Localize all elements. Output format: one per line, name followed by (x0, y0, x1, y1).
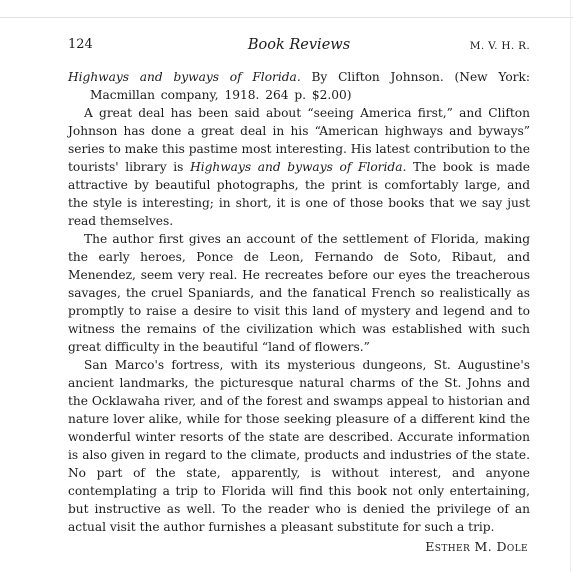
page-number: 124 (68, 37, 93, 52)
book-citation (68, 68, 530, 104)
page-right-edge (570, 0, 571, 572)
page-body (68, 36, 530, 556)
paragraph-1-text-a: A great deal has been said about “seeing America first,” and Clifton Johnson has done a great deal in his “American highways and byways” series to make this pastime most interesting. His latest contribution to the tourists' library is (68, 106, 530, 174)
book-title: Highways and byways of Florida. (68, 70, 301, 84)
paragraph-1-book-title: Highways and byways of Florida. (190, 160, 407, 174)
journal-abbreviation: M. V. H. R. (469, 40, 530, 52)
paragraph-1-text-b: The book is made attractive by beautiful photographs, the print is comfortably large, and the style is interesting; in short, it is one of those books that we say just read themselves. (68, 160, 530, 228)
running-head (68, 36, 530, 56)
reviewer-signature: Esther M. Dole (425, 539, 528, 554)
review-paragraph-1 (68, 104, 530, 230)
page-top-edge (0, 17, 573, 18)
section-title: Book Reviews (247, 37, 351, 53)
review-paragraph-3: San Marco's fortress, with its mysterious dungeons, St. Augustine's ancient landmarks, the picturesque natural charms of the St. Johns and the Ocklawaha river, and of the forest and swamps appeal to historian and nature lover alike, while for those seeking pleasure of a different kind the wonderful winter resorts of the state are described. Accurate information is also given in regard to the climate, products and industries of the state. No part of the state, apparently, is without interest, and anyone contemplating a trip to Florida will find this book not only entertaining, but instructive as well. To the reader who is denied the privilege of an actual visit the author furnishes a pleasant substitute for such a trip. (68, 358, 530, 534)
review-paragraph-2: The author first gives an account of the settlement of Florida, making the early heroes, Ponce de Leon, Fernando de Soto, Ribaut, and Menendez, seem very real. He recreates before our eyes the treacherous savages, the cruel Spaniards, and the fanatical French so realistically as promptly to raise a desire to visit this land of mystery and legend and to witness the remains of the civilization which was established with such great difficulty in the beautiful “land of flowers.” (68, 232, 530, 354)
citation-details: By Clifton Johnson. (New York: Macmillan company, 1918. 264 p. $2.00) (90, 70, 530, 102)
